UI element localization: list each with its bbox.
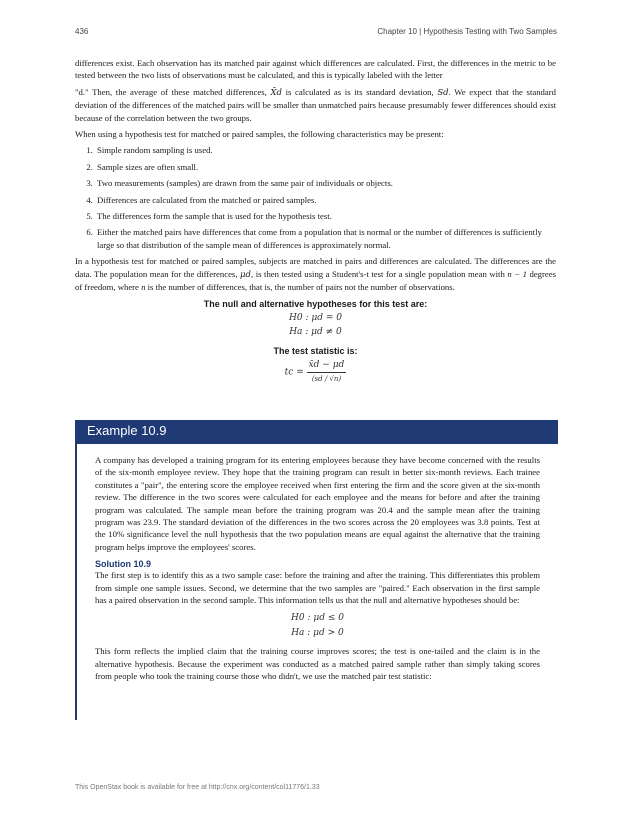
characteristics-list [75, 144, 556, 251]
list-item: 3. Two measurements (samples) are drawn from the same pair of individuals or objects. [95, 177, 556, 189]
symbol-mu-d: μd [240, 269, 251, 280]
test-statistic-formula [75, 359, 556, 385]
para3-e: n [141, 282, 146, 293]
paragraph-1: differences exist. Each observation has its matched pair against which differences are calculated. First, the differences in the metric to be tested between the two lists of observations must be calculated, and this is typically labeled with the letter [75, 58, 556, 81]
solution-paragraph-1: The first step is to identify this as a two sample case: before the training and after the training. This differentiates this problem from simple one sample issues. Second, we determine that the two samples are "paired." Each observation in the first sample has a paired observation in the second sample. This information tells us that the null and alternative hypotheses should be: [95, 570, 540, 606]
list-item: 6. Either the matched pairs have differences that come from a population that is normal or the number of differences is sufficiently large so that distribution of the sample mean of differences is approximately normal. [95, 226, 556, 251]
paragraph-2 [75, 86, 556, 124]
example-problem: A company has developed a training program for its entering employees because they have become concerned with the results of the six-month employee review. They hope that the training program can result in better six-month reviews. Each trainee constitutes a "pair", the entering score the employee received when first entering the firm and the score given at the six-month review. The difference in the two scores were calculated for each employee and the means for before and after the training program was calculated. The sample mean before the training program was 20.4 and the sample mean after the training program was 23.9. The standard deviation of the differences in the two scores across the 20 employees was 3.8 points. Test at the 10% significance level the null hypothesis that the two population means are equal against the alternative that the training program helps improve the employees' scores. [95, 455, 540, 552]
null-hypothesis: H0 : μd = 0 [289, 312, 342, 323]
example-box [75, 420, 558, 720]
test-statistic-title: The test statistic is: [273, 345, 358, 356]
symbol-sd: Sd [437, 87, 449, 98]
alt-hypothesis: Ha : μd ≠ 0 [289, 327, 342, 338]
example-body [77, 444, 558, 683]
solution-paragraph-2: This form reflects the implied claim that the training course improves scores; the test is one-tailed and the claim is in the alternative hypothesis. Because the experiment was conducted as a matched paired sample rather than simply taking scores from people who took the training course those who didn't, we use the matched pair test statistic: [95, 646, 540, 682]
list-item: 1. Simple random sampling is used. [95, 144, 556, 156]
example-title: Example 10.9 [77, 420, 558, 444]
main-text [75, 57, 556, 391]
para3-b: , is then tested using a Student's-t test for a single population mean with [251, 268, 505, 279]
para3-c: n − 1 [507, 268, 527, 279]
symbol-xbar-d: X̄d [270, 87, 282, 98]
list-item: 4. Differences are calculated from the matched or paired samples. [95, 194, 556, 206]
list-intro: When using a hypothesis test for matched or paired samples, the following characteristics may be present: [75, 129, 444, 140]
footer-note: This OpenStax book is available for free at http://cnx.org/content/col11776/1.33 [75, 784, 320, 791]
hypotheses-title: The null and alternative hypotheses for this test are: [203, 298, 428, 309]
para2-a: "d." Then, the average of these matched differences, [75, 86, 267, 97]
solution-title: Solution 10.9 [95, 559, 152, 570]
chapter-title: Chapter 10 | Hypothesis Testing with Two Samples [377, 27, 557, 36]
list-item: 5. The differences form the sample that is used for the hypothesis test. [95, 210, 556, 222]
stat-denominator: (sd / √n) [311, 374, 342, 383]
para2-b: is calculated as is its standard deviation, [285, 86, 434, 97]
stat-lhs: tc = [284, 367, 304, 378]
para3-d: degrees of freedom, where [75, 268, 557, 293]
stat-fraction [307, 359, 347, 385]
solution-null-hypothesis: H0 : μd ≤ 0 [291, 613, 344, 624]
list-item: 2. Sample sizes are often small. [95, 161, 556, 173]
para3-f: is the number of differences, that is, the number of pairs not the number of observations. [147, 282, 455, 293]
para3-a: In a hypothesis test for matched or paired samples, subjects are matched in pairs and differences are calculated. The differences are the data. The population mean for the differences, [75, 256, 556, 279]
paragraph-3 [75, 255, 556, 293]
page-number: 436 [75, 27, 89, 36]
para2-c: . We expect that the standard deviation of the differences of the matched pairs will be smaller than unmatched pairs because presumably fewer differences should exist because of the correlation between the two groups. [75, 86, 556, 123]
stat-numerator: x̄d − μd [307, 359, 347, 372]
solution-alt-hypothesis: Ha : μd > 0 [291, 627, 344, 638]
